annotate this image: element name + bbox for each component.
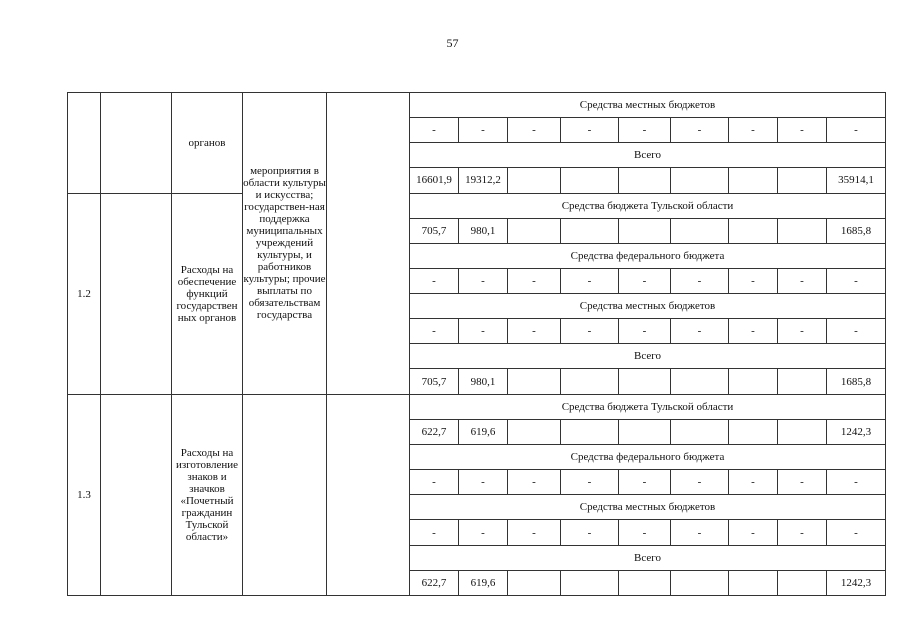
value-cell: - xyxy=(410,118,459,143)
value-cell: - xyxy=(671,470,729,495)
source-header: Средства бюджета Тульской области xyxy=(410,193,886,218)
value-cell xyxy=(619,570,671,595)
value-cell xyxy=(508,168,561,193)
value-cell: - xyxy=(671,118,729,143)
value-cell xyxy=(729,570,778,595)
value-cell xyxy=(508,419,561,444)
budget-table xyxy=(67,92,886,596)
value-cell: - xyxy=(671,268,729,293)
source-header: Всего xyxy=(410,545,886,570)
value-cell xyxy=(508,218,561,243)
value-cell: - xyxy=(561,268,619,293)
value-cell: 35914,1 xyxy=(827,168,886,193)
value-cell xyxy=(778,369,827,394)
value-cell: - xyxy=(729,319,778,344)
value-cell xyxy=(561,570,619,595)
source-header: Средства местных бюджетов xyxy=(410,93,886,118)
value-cell xyxy=(729,168,778,193)
blank-cell xyxy=(101,193,172,394)
value-cell: 1685,8 xyxy=(827,218,886,243)
value-cell xyxy=(671,218,729,243)
value-cell: - xyxy=(561,470,619,495)
value-cell: - xyxy=(827,470,886,495)
value-cell: 1242,3 xyxy=(827,570,886,595)
value-cell: 705,7 xyxy=(410,369,459,394)
value-cell: - xyxy=(729,520,778,545)
blank-cell xyxy=(101,93,172,194)
value-cell: - xyxy=(410,520,459,545)
value-cell xyxy=(561,419,619,444)
value-cell: - xyxy=(671,319,729,344)
value-cell xyxy=(508,570,561,595)
value-cell: - xyxy=(619,319,671,344)
value-cell xyxy=(561,218,619,243)
value-cell: 619,6 xyxy=(459,570,508,595)
value-cell xyxy=(778,218,827,243)
value-cell: - xyxy=(459,319,508,344)
value-cell: 1685,8 xyxy=(827,369,886,394)
value-cell: - xyxy=(778,520,827,545)
page-number: 57 xyxy=(446,36,459,50)
blank-cell xyxy=(243,394,327,595)
value-cell xyxy=(619,168,671,193)
value-cell: - xyxy=(778,118,827,143)
value-cell: - xyxy=(410,319,459,344)
source-header: Всего xyxy=(410,143,886,168)
value-cell: - xyxy=(459,118,508,143)
value-cell: - xyxy=(827,118,886,143)
value-cell xyxy=(778,168,827,193)
value-cell: - xyxy=(619,470,671,495)
value-cell xyxy=(671,369,729,394)
value-cell: - xyxy=(778,319,827,344)
section-number: 1.2 xyxy=(68,193,101,394)
value-cell: 980,1 xyxy=(459,369,508,394)
value-cell xyxy=(619,218,671,243)
value-cell: - xyxy=(729,268,778,293)
blank-cell xyxy=(327,93,410,395)
value-cell: 1242,3 xyxy=(827,419,886,444)
value-cell: - xyxy=(729,470,778,495)
value-cell xyxy=(619,419,671,444)
value-cell: 19312,2 xyxy=(459,168,508,193)
value-cell: - xyxy=(827,268,886,293)
value-cell: - xyxy=(508,470,561,495)
value-cell xyxy=(729,419,778,444)
value-cell: - xyxy=(778,470,827,495)
blank-cell xyxy=(101,394,172,595)
value-cell xyxy=(729,218,778,243)
value-cell: - xyxy=(561,118,619,143)
value-cell: - xyxy=(619,520,671,545)
value-cell xyxy=(561,168,619,193)
value-cell: - xyxy=(561,319,619,344)
source-header: Средства местных бюджетов xyxy=(410,294,886,319)
value-cell: 705,7 xyxy=(410,218,459,243)
value-cell: - xyxy=(410,268,459,293)
value-cell xyxy=(619,369,671,394)
section-name: Расходы на изготовление знаков и значков «Почетный гражданин Тульской области» xyxy=(172,394,243,595)
value-cell: - xyxy=(508,118,561,143)
value-cell: - xyxy=(619,118,671,143)
section-number: 1.3 xyxy=(68,394,101,595)
value-cell: 622,7 xyxy=(410,419,459,444)
value-cell: - xyxy=(729,118,778,143)
source-header: Средства местных бюджетов xyxy=(410,495,886,520)
value-cell: - xyxy=(508,319,561,344)
value-cell xyxy=(561,369,619,394)
source-header: Всего xyxy=(410,344,886,369)
value-cell: - xyxy=(671,520,729,545)
value-cell: - xyxy=(459,520,508,545)
value-cell: - xyxy=(508,268,561,293)
section-name-cell: органов xyxy=(172,93,243,194)
value-cell: - xyxy=(508,520,561,545)
blank-cell xyxy=(327,394,410,595)
value-cell xyxy=(671,168,729,193)
value-cell xyxy=(778,570,827,595)
value-cell: - xyxy=(561,520,619,545)
value-cell: - xyxy=(459,268,508,293)
value-cell: - xyxy=(459,470,508,495)
value-cell: 16601,9 xyxy=(410,168,459,193)
source-header: Средства бюджета Тульской области xyxy=(410,394,886,419)
section-name: Расходы на обеспечение функций государствен ных органов xyxy=(172,193,243,394)
value-cell: 980,1 xyxy=(459,218,508,243)
value-cell xyxy=(671,419,729,444)
value-cell xyxy=(508,369,561,394)
value-cell xyxy=(671,570,729,595)
activity-description-cell xyxy=(243,93,327,395)
row-number-cell xyxy=(68,93,101,194)
source-header: Средства федерального бюджета xyxy=(410,445,886,470)
value-cell xyxy=(729,369,778,394)
value-cell xyxy=(778,419,827,444)
value-cell: 619,6 xyxy=(459,419,508,444)
value-cell: - xyxy=(619,268,671,293)
value-cell: - xyxy=(827,520,886,545)
source-header: Средства федерального бюджета xyxy=(410,243,886,268)
value-cell: - xyxy=(410,470,459,495)
activity-description: мероприятия в области культуры и искусства; государствен-ная поддержка муниципальных учреждений культуры, и работников культуры; прочие выплаты по обязательствам государства xyxy=(243,165,326,322)
value-cell: - xyxy=(827,319,886,344)
value-cell: 622,7 xyxy=(410,570,459,595)
value-cell: - xyxy=(778,268,827,293)
